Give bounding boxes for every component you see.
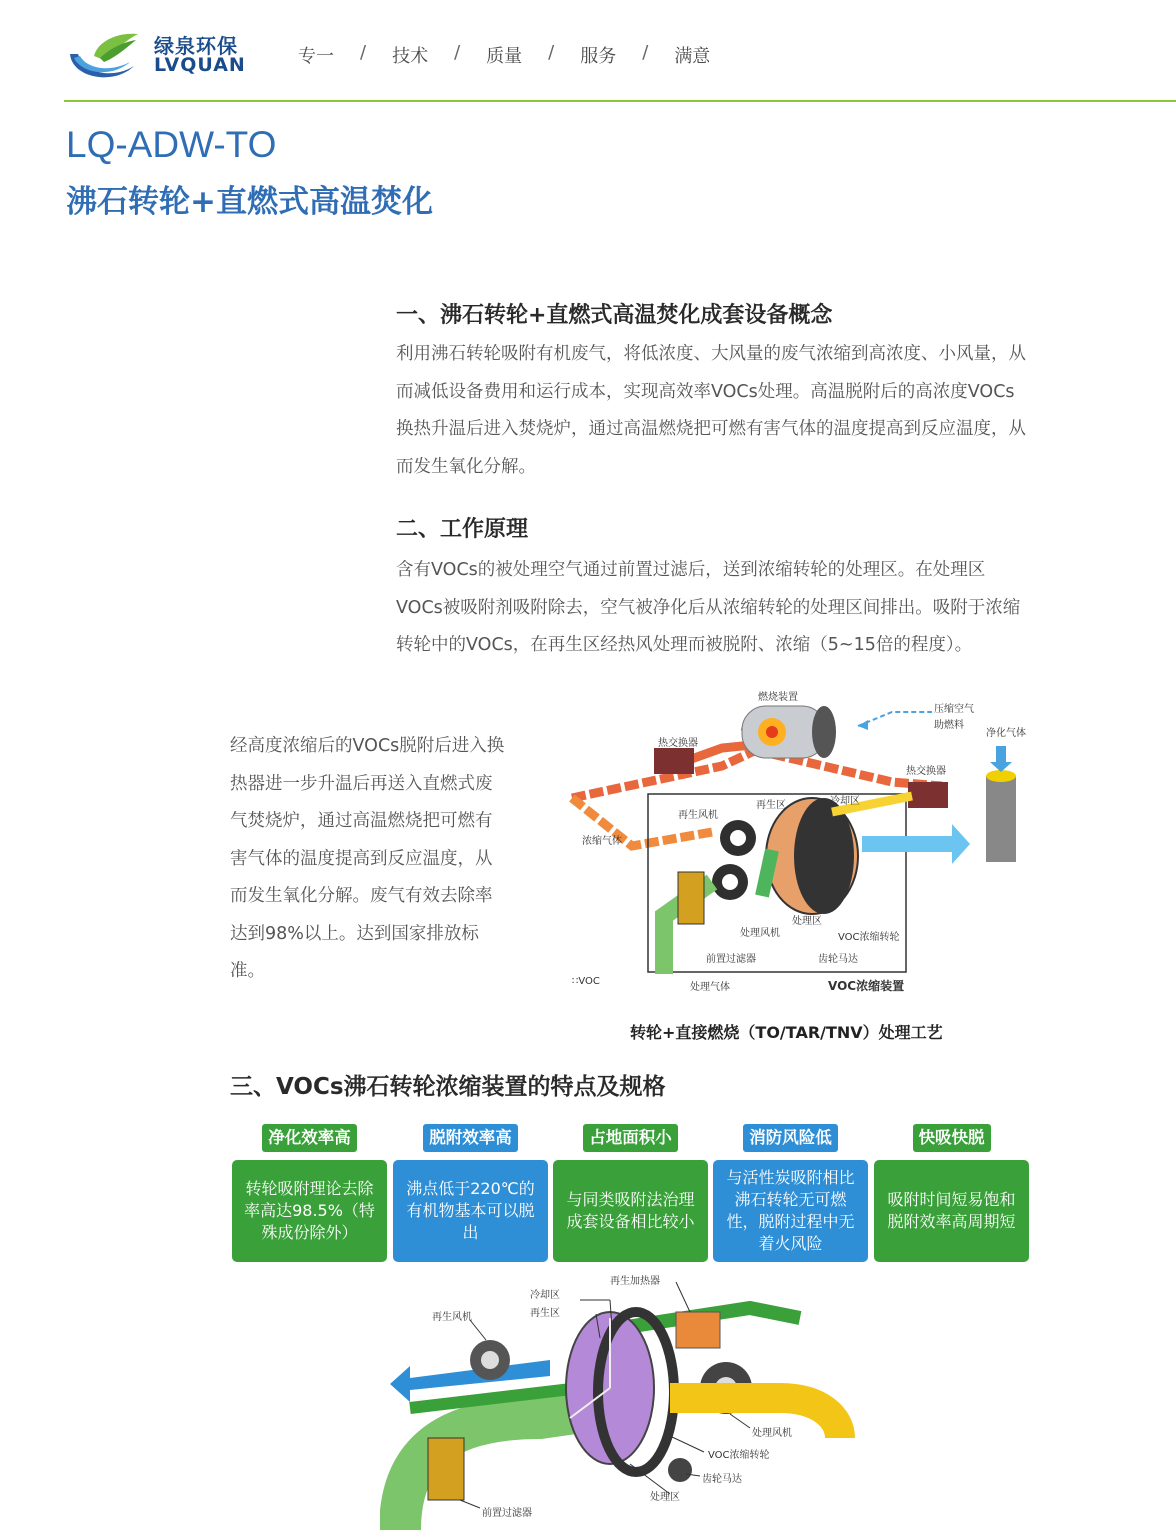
rotor-concentrator-diagram xyxy=(380,1268,880,1530)
section2-heading: 二、工作原理 xyxy=(396,517,529,542)
label-process-zone: 处理区 xyxy=(650,1492,680,1503)
nav-separator: / xyxy=(548,42,555,63)
label-device-name: VOC浓缩装置 xyxy=(828,979,905,993)
section2-body: 含有VOCs的被处理空气通过前置过滤后，送到浓缩转轮的处理区。在处理区VOCs被吸附剂吸附除去，空气被净化后从浓缩转轮的处理区间排出。吸附于浓缩转轮中的VOCs，在再生区经热风处理而被脱附、浓缩（5~15倍的程度）。 xyxy=(396,560,1021,655)
feature-body: 与活性炭吸附相比沸石转轮无可燃性，脱附过程中无着火风险 xyxy=(713,1160,868,1262)
label-regen-heater: 再生加热器 xyxy=(610,1276,660,1287)
label-cooling-zone: 冷却区 xyxy=(830,796,860,807)
feature-body: 吸附时间短易饱和脱附效率高周期短 xyxy=(874,1160,1029,1262)
label-heat-exchanger-left: 热交换器 xyxy=(658,738,698,749)
feature-body: 与同类吸附法治理成套设备相比较小 xyxy=(553,1160,708,1262)
label-regen-zone: 再生区 xyxy=(530,1308,560,1319)
feature-card xyxy=(874,1124,1029,1262)
nav-item-quality[interactable]: 质量 xyxy=(486,46,523,67)
brand-name-cn: 绿泉环保 xyxy=(154,34,238,58)
label-gear-motor: 齿轮马达 xyxy=(702,1474,742,1485)
label-regen-fan: 再生风机 xyxy=(678,810,718,821)
label-voc-legend: ∷VOC xyxy=(572,976,600,987)
label-regen-zone: 再生区 xyxy=(756,800,786,811)
feature-card xyxy=(232,1124,387,1262)
feature-title: 脱附效率高 xyxy=(423,1124,518,1152)
feature-card xyxy=(553,1124,708,1262)
feature-title: 快吸快脱 xyxy=(913,1124,991,1152)
nav-item-focus[interactable]: 专一 xyxy=(298,46,334,67)
label-process-zone: 处理区 xyxy=(792,916,822,927)
label-gear-motor: 齿轮马达 xyxy=(818,954,858,965)
nav-separator: / xyxy=(360,42,367,63)
label-voc-rotor: VOC浓缩转轮 xyxy=(838,932,900,943)
rotor-to-process-diagram xyxy=(562,686,1042,1002)
label-concentrated-gas: 浓缩气体 xyxy=(582,836,622,847)
label-voc-rotor: VOC浓缩转轮 xyxy=(708,1450,770,1461)
label-fuel: 助燃料 xyxy=(934,720,964,731)
label-heat-exchanger-right: 热交换器 xyxy=(906,766,946,777)
section1-body: 利用沸石转轮吸附有机废气，将低浓度、大风量的废气浓缩到高浓度、小风量，从而减低设备费用和运行成本，实现高效率VOCs处理。高温脱附后的高浓度VOCs换热升温后进入焚烧炉，通过高温燃烧把可燃有害气体的温度提高到反应温度，从而发生氧化分解。 xyxy=(396,344,1026,477)
nav-separator: / xyxy=(642,42,649,63)
label-pre-filter: 前置过滤器 xyxy=(482,1508,532,1519)
feature-title: 消防风险低 xyxy=(743,1124,838,1152)
feature-card xyxy=(713,1124,868,1262)
nav-item-satisfaction[interactable]: 满意 xyxy=(674,46,711,67)
feature-body: 沸点低于220℃的有机物基本可以脱出 xyxy=(393,1160,548,1262)
section3-heading: 三、VOCs沸石转轮浓缩装置的特点及规格 xyxy=(230,1074,666,1100)
brand-name-en: LVQUAN xyxy=(154,54,246,76)
label-process-fan: 处理风机 xyxy=(752,1428,792,1439)
nav-separator: / xyxy=(454,42,461,63)
top-nav xyxy=(298,42,710,68)
label-burner: 燃烧装置 xyxy=(758,692,798,703)
label-process-fan: 处理风机 xyxy=(740,928,780,939)
product-model: LQ-ADW-TO xyxy=(66,124,277,165)
section2-side-text: 经高度浓缩后的VOCs脱附后进入换热器进一步升温后再送入直燃式废气焚烧炉，通过高温燃烧把可燃有害气体的温度提高到反应温度，从而发生氧化分解。废气有效去除率达到98%以上。达到国家排放标准。 xyxy=(230,736,505,981)
feature-card xyxy=(393,1124,548,1262)
section1-heading: 一、沸石转轮+直燃式高温焚化成套设备概念 xyxy=(396,303,833,328)
label-pre-filter: 前置过滤器 xyxy=(706,954,756,965)
label-clean-gas: 净化气体 xyxy=(986,728,1026,739)
label-compressed-air: 压缩空气 xyxy=(934,704,974,715)
feature-title: 占地面积小 xyxy=(583,1124,678,1152)
product-subtitle: 沸石转轮+直燃式高温焚化 xyxy=(66,184,433,220)
label-cooling-zone: 冷却区 xyxy=(530,1290,560,1301)
lvquan-logo[interactable] xyxy=(64,26,154,86)
feature-body: 转轮吸附理论去除率高达98.5%（特殊成份除外） xyxy=(232,1160,387,1262)
label-regen-fan: 再生风机 xyxy=(432,1312,472,1323)
label-process-gas: 处理气体 xyxy=(690,982,730,993)
nav-item-technology[interactable]: 技术 xyxy=(392,46,429,67)
nav-item-service[interactable]: 服务 xyxy=(580,46,617,67)
diagram1-caption: 转轮+直接燃烧（TO/TAR/TNV）处理工艺 xyxy=(630,1023,943,1042)
header-divider xyxy=(64,100,1176,102)
feature-title: 净化效率高 xyxy=(262,1124,357,1152)
